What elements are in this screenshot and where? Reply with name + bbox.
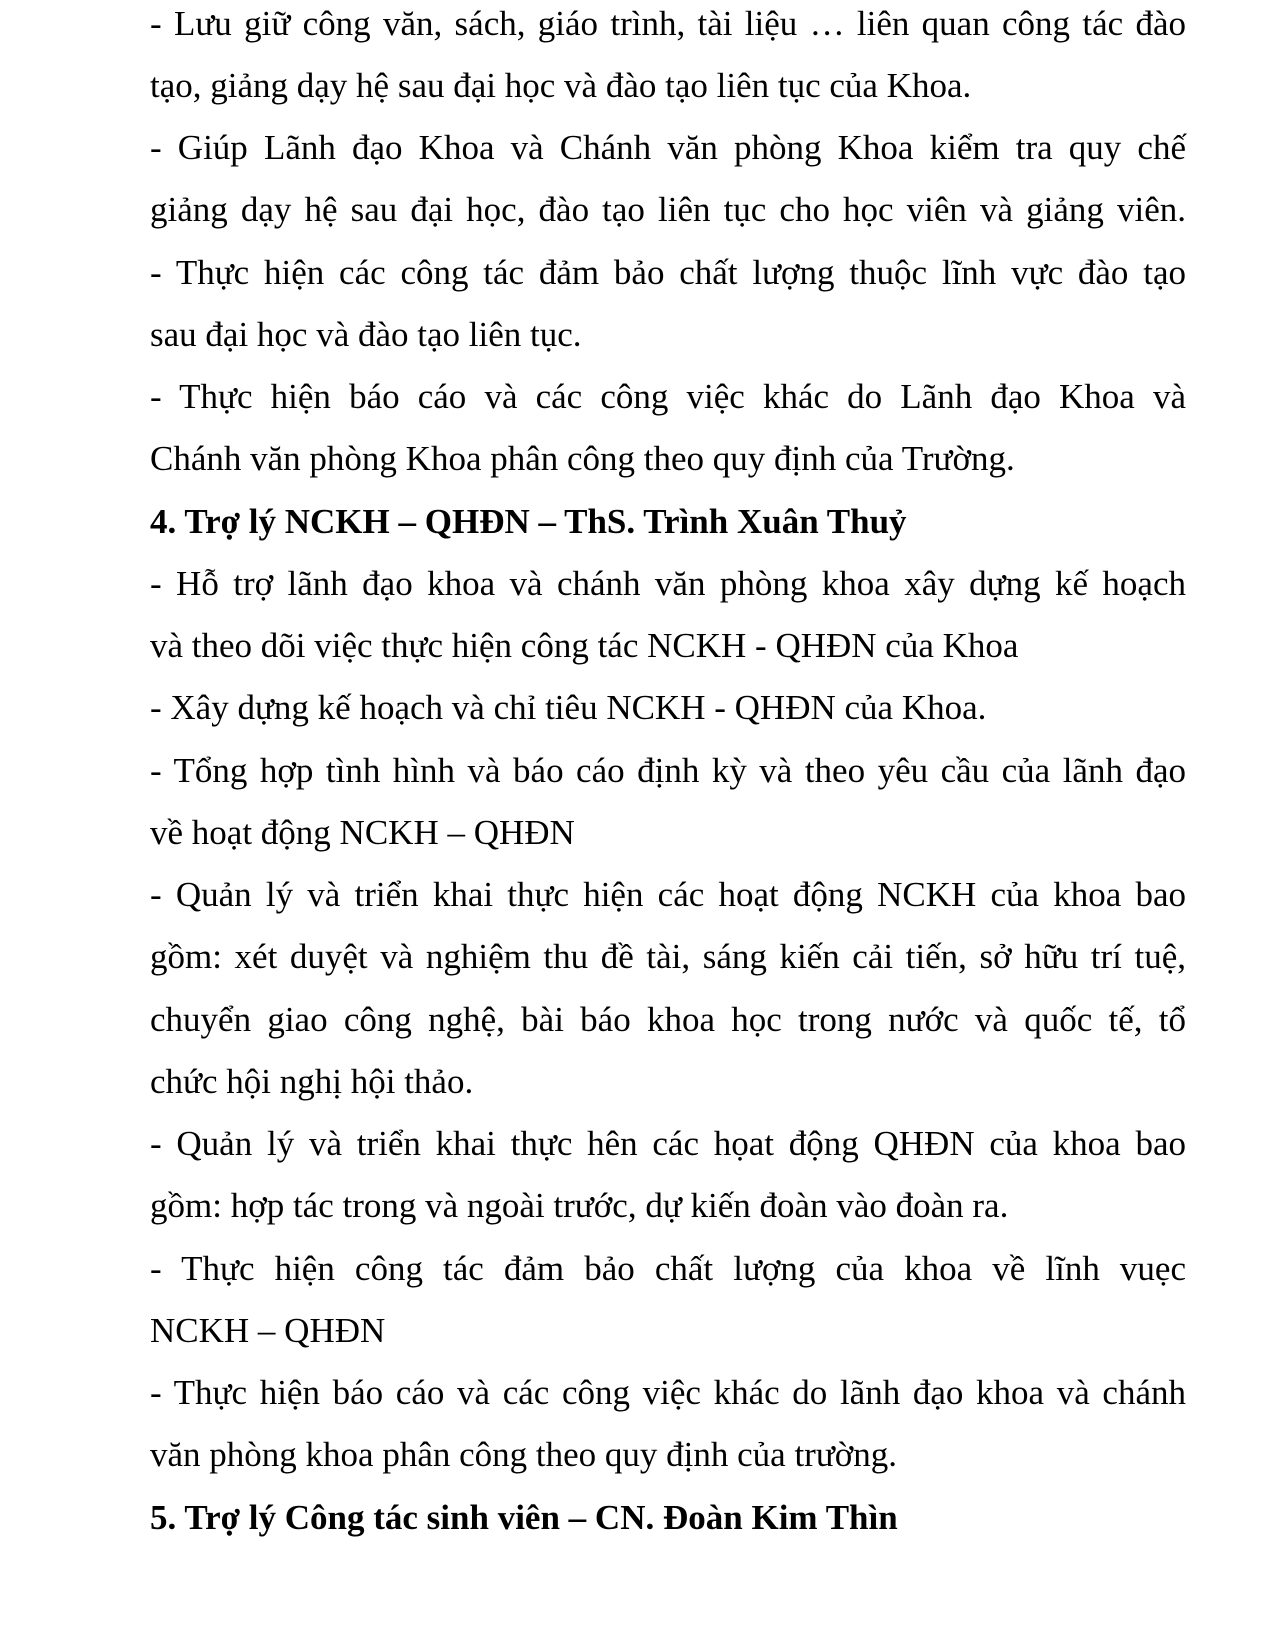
section-heading: 5. Trợ lý Công tác sinh viên – CN. Đoàn Kim Thìn — [150, 1498, 898, 1537]
text-line: giảng dạy hệ sau đại học, đào tạo liên tục cho học viên và giảng viên. — [150, 190, 1186, 229]
text-line: - Thực hiện báo cáo và các công việc khác do lãnh đạo khoa và chánh — [150, 1373, 1186, 1412]
text-line: về hoạt động NCKH – QHĐN — [150, 813, 575, 852]
section-heading: 4. Trợ lý NCKH – QHĐN – ThS. Trình Xuân Thuỷ — [150, 502, 907, 541]
text-line: - Giúp Lãnh đạo Khoa và Chánh văn phòng Khoa kiểm tra quy chế — [150, 128, 1186, 167]
text-line: Chánh văn phòng Khoa phân công theo quy định của Trường. — [150, 439, 1015, 478]
text-line: và theo dõi việc thực hiện công tác NCKH - QHĐN của Khoa — [150, 626, 1019, 665]
text-line: - Quản lý và triển khai thực hiện các hoạt động NCKH của khoa bao — [150, 875, 1186, 914]
text-line: gồm: xét duyệt và nghiệm thu đề tài, sáng kiến cải tiến, sở hữu trí tuệ, — [150, 937, 1186, 976]
text-line: - Quản lý và triển khai thực hên các họat động QHĐN của khoa bao — [150, 1124, 1186, 1163]
text-line: tạo, giảng dạy hệ sau đại học và đào tạo liên tục của Khoa. — [150, 66, 972, 105]
text-line: gồm: hợp tác trong và ngoài trước, dự kiến đoàn vào đoàn ra. — [150, 1186, 1009, 1225]
text-line: - Thực hiện các công tác đảm bảo chất lượng thuộc lĩnh vực đào tạo — [150, 253, 1186, 292]
text-line: - Xây dựng kế hoạch và chỉ tiêu NCKH - QHĐN của Khoa. — [150, 688, 987, 727]
text-line: - Tổng hợp tình hình và báo cáo định kỳ và theo yêu cầu của lãnh đạo — [150, 751, 1186, 790]
text-line: - Lưu giữ công văn, sách, giáo trình, tài liệu … liên quan công tác đào — [150, 4, 1186, 43]
text-line: chuyển giao công nghệ, bài báo khoa học trong nước và quốc tế, tổ — [150, 1000, 1186, 1039]
text-line: - Thực hiện báo cáo và các công việc khác do Lãnh đạo Khoa và — [150, 377, 1186, 416]
text-line: - Thực hiện công tác đảm bảo chất lượng của khoa về lĩnh vuẹc — [150, 1249, 1186, 1288]
text-line: - Hỗ trợ lãnh đạo khoa và chánh văn phòng khoa xây dựng kế hoạch — [150, 564, 1186, 603]
text-line: NCKH – QHĐN — [150, 1311, 386, 1350]
text-line: sau đại học và đào tạo liên tục. — [150, 315, 582, 354]
text-line: chức hội nghị hội thảo. — [150, 1062, 474, 1101]
text-line: văn phòng khoa phân công theo quy định của trường. — [150, 1435, 898, 1474]
